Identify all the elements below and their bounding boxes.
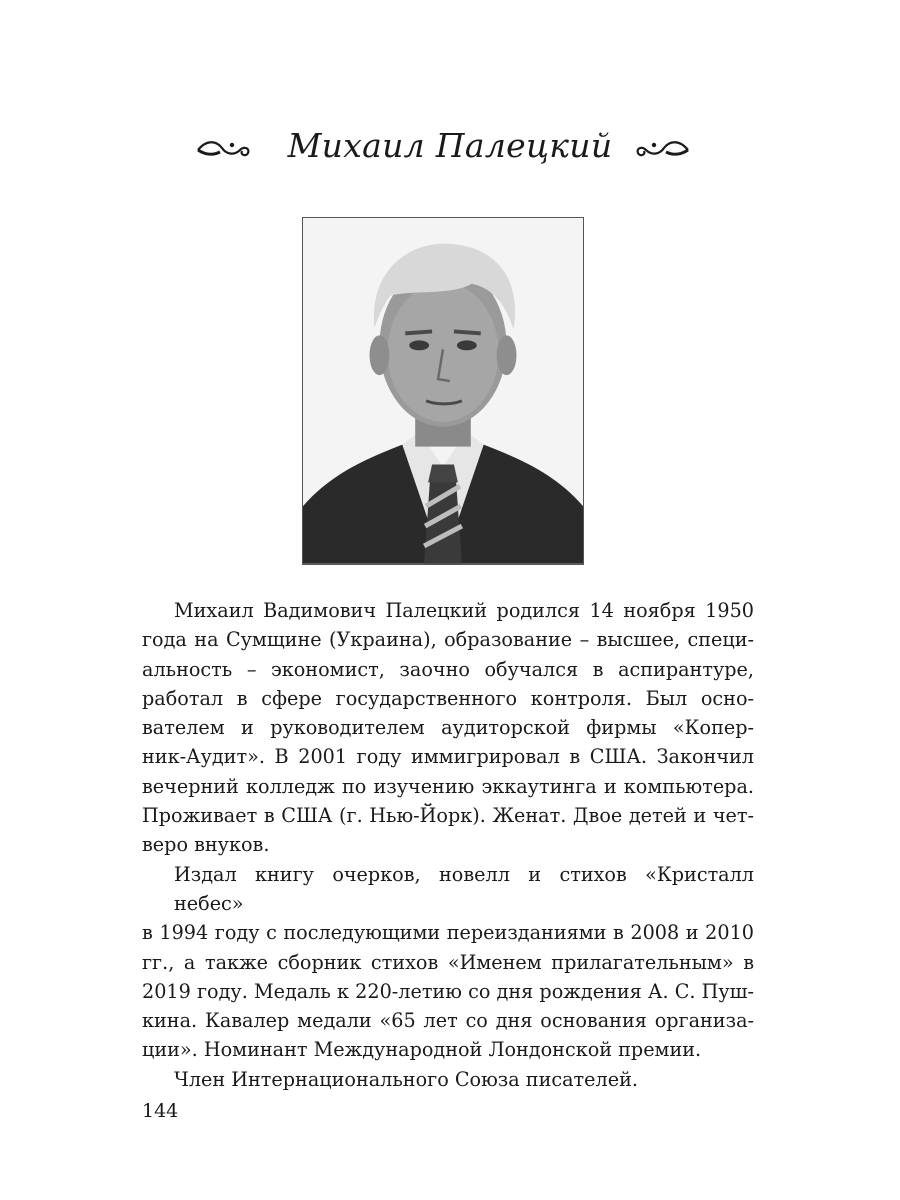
text-line: вечерний колледж по изучению эккаутинга и компьютера. bbox=[142, 774, 754, 798]
text-line: Михаил Вадимович Палецкий родился 14 ноября 1950 bbox=[174, 599, 754, 622]
text-line: 2019 году. Медаль к 220-летию со дня рождения А. С. Пуш- bbox=[142, 979, 754, 1003]
flourish-ornament-icon bbox=[634, 136, 690, 162]
author-portrait bbox=[302, 217, 584, 565]
text-line: вателем и руководителем аудиторской фирмы «Копер- bbox=[142, 716, 754, 740]
chapter-header bbox=[0, 122, 900, 182]
text-line: веро внуков. bbox=[142, 833, 270, 857]
page-number: 144 bbox=[142, 1100, 179, 1122]
text-line: Проживает в США (г. Нью-Йорк). Женат. Двое детей и чет- bbox=[142, 804, 754, 828]
text-line: Издал книгу очерков, новелл и стихов «Кристалл небес» bbox=[174, 862, 754, 915]
text-line: работал в сфере государственного контроля. Был осно- bbox=[142, 686, 754, 710]
biography-text bbox=[142, 596, 754, 1094]
flourish-ornament-icon bbox=[196, 136, 252, 162]
text-line: кина. Кавалер медали «65 лет со дня основания организа- bbox=[142, 1009, 754, 1033]
portrait-photo bbox=[303, 218, 583, 564]
text-line: ции». Номинант Международной Лондонской премии. bbox=[142, 1038, 702, 1062]
text-line: гг., а также сборник стихов «Именем прилагательным» в bbox=[142, 950, 754, 974]
text-line: альность – экономист, заочно обучался в аспирантуре, bbox=[142, 657, 754, 681]
page-title: Михаил Палецкий bbox=[287, 126, 613, 165]
text-line: в 1994 году с последующими переизданиями в 2008 и 2010 bbox=[142, 921, 754, 945]
text-line: года на Сумщине (Украина), образование – высшее, специ- bbox=[142, 628, 754, 652]
text-line: Член Интернационального Союза писателей. bbox=[174, 1067, 638, 1091]
text-line: ник-Аудит». В 2001 году иммигрировал в США. Закончил bbox=[142, 745, 754, 769]
